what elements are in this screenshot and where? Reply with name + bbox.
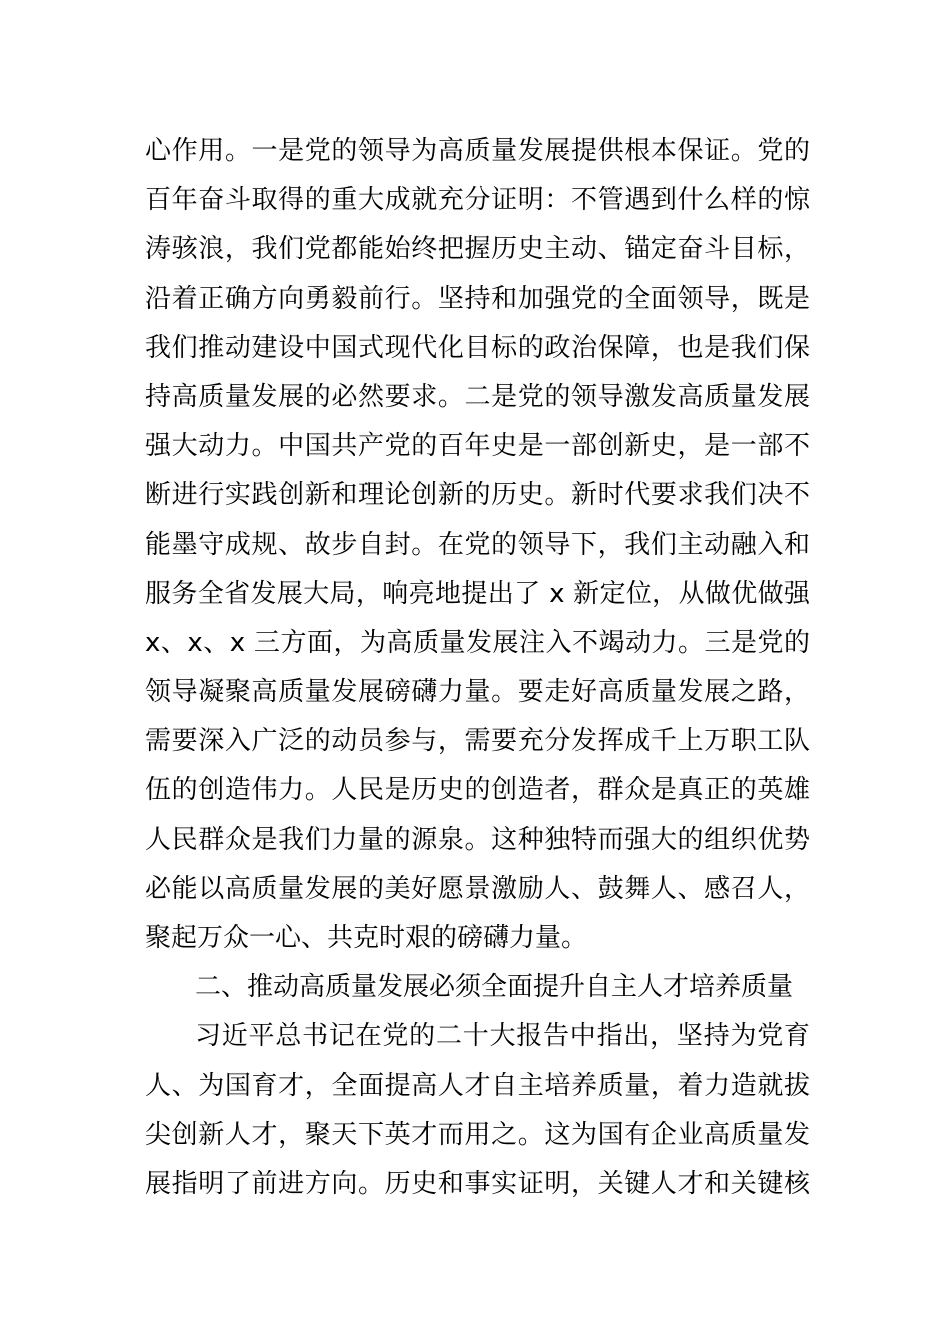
text-line: 伍的创造伟力。人民是历史的创造者，群众是真正的英雄 xyxy=(145,775,810,806)
text-line: x、x、x 三方面，为高质量发展注入不竭动力。三是党的 xyxy=(145,627,810,658)
text-line: 心作用。一是党的领导为高质量发展提供根本保证。党的 xyxy=(145,136,810,166)
text-line: 习近平总书记在党的二十大报告中指出，坚持为党育 xyxy=(195,1021,810,1052)
text-line: 断进行实践创新和理论创新的历史。新时代要求我们决不 xyxy=(145,480,810,511)
paragraph-2 xyxy=(145,1012,810,1209)
document-body xyxy=(145,127,810,1209)
text-line: 尖创新人才，聚天下英才而用之。这为国有企业高质量发 xyxy=(145,1119,810,1150)
text-line: 展指明了前进方向。历史和事实证明，关键人才和关键核 xyxy=(145,1168,810,1199)
text-line: 我们推动建设中国式现代化目标的政治保障，也是我们保 xyxy=(145,332,810,363)
text-line: 持高质量发展的必然要求。二是党的领导激发高质量发展 xyxy=(145,381,810,412)
text-line: 人、为国育才，全面提高人才自主培养质量，着力造就拔 xyxy=(145,1070,810,1101)
text-line: 涛骇浪，我们党都能始终把握历史主动、锚定奋斗目标， xyxy=(145,234,810,265)
text-line: 人民群众是我们力量的源泉。这种独特而强大的组织优势 xyxy=(145,824,810,855)
text-line: 能墨守成规、故步自封。在党的领导下，我们主动融入和 xyxy=(145,529,810,560)
text-line: 需要深入广泛的动员参与，需要充分发挥成千上万职工队 xyxy=(145,726,810,757)
text-line: 沿着正确方向勇毅前行。坚持和加强党的全面领导，既是 xyxy=(145,283,810,314)
paragraph-1 xyxy=(145,127,810,963)
text-line: 强大动力。中国共产党的百年史是一部创新史，是一部不 xyxy=(145,431,810,462)
text-line: 必能以高质量发展的美好愿景激励人、鼓舞人、感召人， xyxy=(145,873,810,904)
text-line: 聚起万众一心、共克时艰的磅礴力量。 xyxy=(145,923,588,953)
text-line: 服务全省发展大局，响亮地提出了 x 新定位，从做优做强 xyxy=(145,578,810,609)
text-line: 百年奋斗取得的重大成就充分证明：不管遇到什么样的惊 xyxy=(145,185,810,216)
text-line: 领导凝聚高质量发展磅礴力量。要走好高质量发展之路， xyxy=(145,677,810,708)
section-heading: 二、推动高质量发展必须全面提升自主人才培养质量 xyxy=(195,972,794,1003)
